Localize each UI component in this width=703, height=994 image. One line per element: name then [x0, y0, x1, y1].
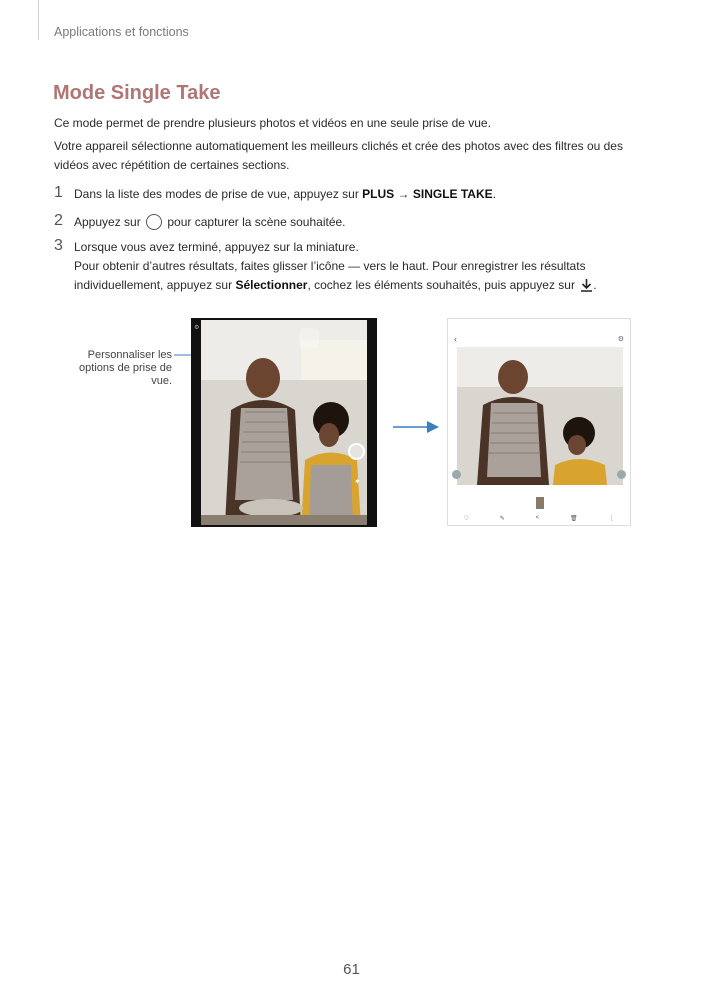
bold-label: Sélectionner	[235, 278, 308, 292]
step-number: 2	[54, 212, 63, 229]
result-thumbnail[interactable]	[536, 497, 544, 509]
results-screen	[447, 318, 631, 526]
step-number: 1	[54, 184, 63, 201]
intro-paragraph-1: Ce mode permet de prendre plusieurs photos et vidéos en une seule prise de vue.	[54, 116, 491, 130]
step-text: Appuyez sur pour capturer la scène souhaitée.	[74, 215, 346, 229]
bold-label: PLUS	[362, 187, 395, 201]
step-text: Lorsque vous avez terminé, appuyez sur la miniature. Pour obtenir d’autres résultats, faites glisser l’icône — vers le haut. Pour enregistrer les résultats individuellement, appuyez sur Sélectionner, cochez les éléments souhaités, puis appuyez sur .	[74, 240, 597, 292]
share-icon[interactable]: <	[535, 515, 540, 521]
edit-icon[interactable]: ✎	[499, 516, 505, 522]
arrow-right-icon	[393, 418, 441, 436]
section-header: Applications et fonctions	[54, 25, 189, 39]
bold-label: SINGLE TAKE	[412, 187, 493, 201]
step-number: 3	[54, 237, 63, 254]
more-icon[interactable]: ⋮	[608, 516, 615, 522]
settings-icon[interactable]: ⚙	[617, 336, 624, 343]
settings-icon: ⚙	[194, 325, 200, 331]
shooting-options-button[interactable]	[299, 328, 319, 348]
download-icon	[580, 278, 593, 292]
figure-caption: Personnaliser les options de prise de vue.	[79, 349, 172, 387]
margin-rule	[38, 0, 39, 40]
result-photo-image	[457, 347, 623, 485]
intro-paragraph-2: Votre appareil sélectionne automatiquement les meilleurs clichés et crée des photos avec des filtres ou des vidéos avec répétition de certaines sections.	[54, 139, 623, 172]
previous-button[interactable]	[452, 470, 461, 479]
shutter-button[interactable]	[348, 443, 365, 460]
sparkle-icon: ✦	[354, 477, 361, 486]
step-text: Dans la liste des modes de prise de vue, appuyez sur PLUS → SINGLE TAKE.	[74, 187, 496, 201]
shutter-circle-icon	[146, 214, 162, 230]
page-number: 61	[343, 961, 360, 978]
next-button[interactable]	[617, 470, 626, 479]
heart-icon[interactable]: ♡	[463, 516, 469, 522]
camera-screen	[191, 318, 377, 527]
delete-icon[interactable]: 🗑	[570, 516, 578, 522]
page-title: Mode Single Take	[53, 82, 221, 104]
camera-preview-image	[201, 320, 367, 525]
bottom-toolbar	[448, 515, 630, 522]
back-icon[interactable]: ‹	[454, 334, 457, 344]
